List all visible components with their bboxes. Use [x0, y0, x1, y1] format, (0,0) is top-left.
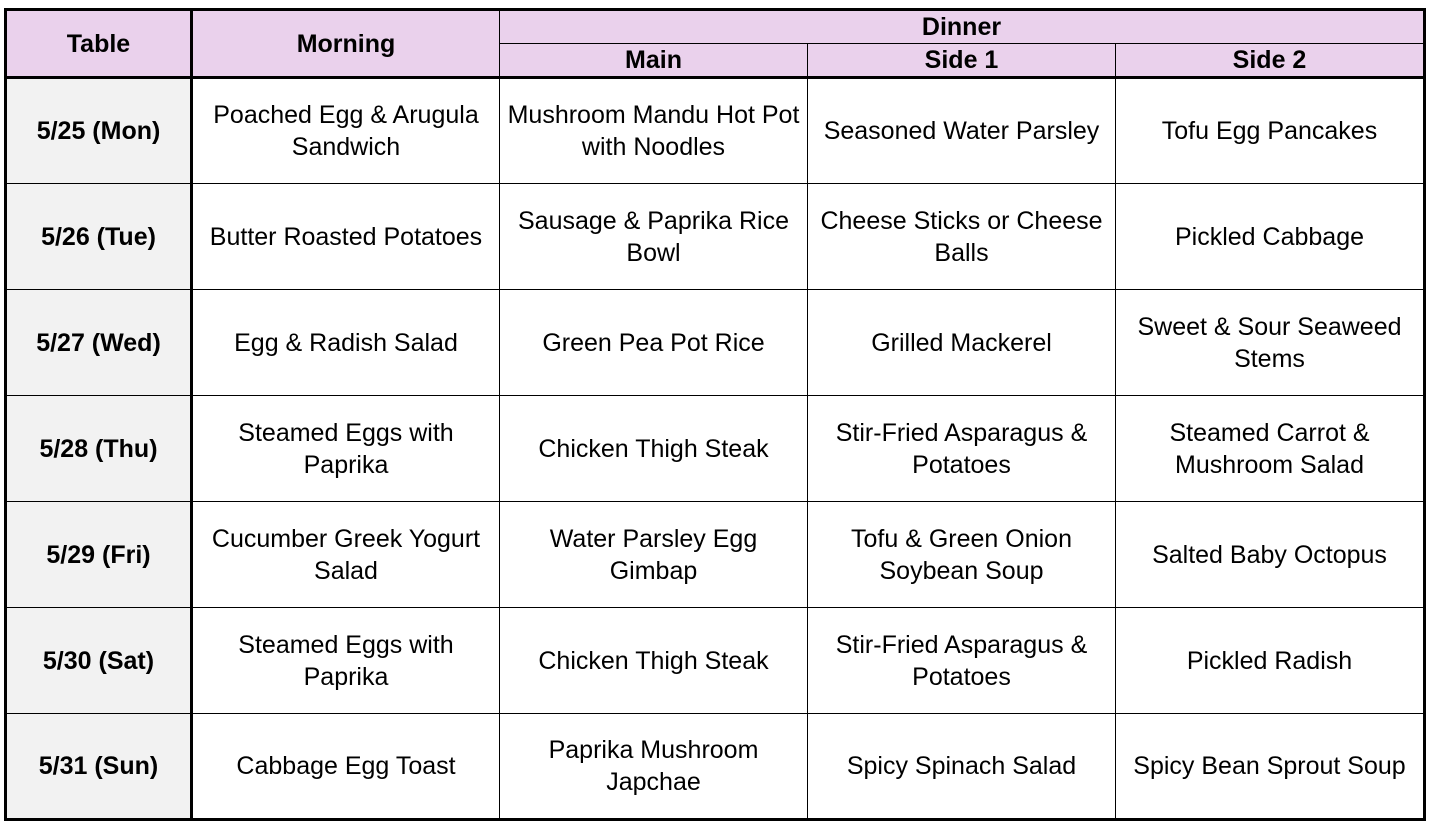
meal-plan-table — [4, 8, 1426, 821]
side2-cell: Pickled Radish — [1116, 608, 1425, 714]
side1-cell: Spicy Spinach Salad — [808, 714, 1116, 820]
header-dinner: Dinner — [500, 10, 1425, 44]
side2-cell: Tofu Egg Pancakes — [1116, 78, 1425, 184]
side2-cell: Spicy Bean Sprout Soup — [1116, 714, 1425, 820]
morning-cell: Cabbage Egg Toast — [192, 714, 500, 820]
side2-cell: Salted Baby Octopus — [1116, 502, 1425, 608]
side2-cell: Steamed Carrot & Mushroom Salad — [1116, 396, 1425, 502]
header-morning: Morning — [192, 10, 500, 78]
morning-cell: Steamed Eggs with Paprika — [192, 396, 500, 502]
table-body — [6, 78, 1425, 820]
date-cell: 5/29 (Fri) — [6, 502, 192, 608]
side2-cell: Sweet & Sour Seaweed Stems — [1116, 290, 1425, 396]
main-cell: Water Parsley Egg Gimbap — [500, 502, 808, 608]
morning-cell: Poached Egg & Arugula Sandwich — [192, 78, 500, 184]
side1-cell: Cheese Sticks or Cheese Balls — [808, 184, 1116, 290]
header-table: Table — [6, 10, 192, 78]
side1-cell: Stir-Fried Asparagus & Potatoes — [808, 396, 1116, 502]
morning-cell: Butter Roasted Potatoes — [192, 184, 500, 290]
morning-cell: Cucumber Greek Yogurt Salad — [192, 502, 500, 608]
header-row-top — [6, 10, 1425, 44]
date-cell: 5/28 (Thu) — [6, 396, 192, 502]
side1-cell: Stir-Fried Asparagus & Potatoes — [808, 608, 1116, 714]
date-cell: 5/30 (Sat) — [6, 608, 192, 714]
main-cell: Sausage & Paprika Rice Bowl — [500, 184, 808, 290]
header-side1: Side 1 — [808, 44, 1116, 78]
table-row — [6, 608, 1425, 714]
table-row — [6, 714, 1425, 820]
side1-cell: Seasoned Water Parsley — [808, 78, 1116, 184]
date-cell: 5/26 (Tue) — [6, 184, 192, 290]
table-row — [6, 290, 1425, 396]
side1-cell: Grilled Mackerel — [808, 290, 1116, 396]
header-main: Main — [500, 44, 808, 78]
main-cell: Chicken Thigh Steak — [500, 396, 808, 502]
header-side2: Side 2 — [1116, 44, 1425, 78]
morning-cell: Egg & Radish Salad — [192, 290, 500, 396]
main-cell: Mushroom Mandu Hot Pot with Noodles — [500, 78, 808, 184]
side2-cell: Pickled Cabbage — [1116, 184, 1425, 290]
table-row — [6, 184, 1425, 290]
main-cell: Chicken Thigh Steak — [500, 608, 808, 714]
date-cell: 5/27 (Wed) — [6, 290, 192, 396]
main-cell: Paprika Mushroom Japchae — [500, 714, 808, 820]
morning-cell: Steamed Eggs with Paprika — [192, 608, 500, 714]
table-row — [6, 78, 1425, 184]
date-cell: 5/31 (Sun) — [6, 714, 192, 820]
table-row — [6, 502, 1425, 608]
table-header — [6, 10, 1425, 78]
date-cell: 5/25 (Mon) — [6, 78, 192, 184]
main-cell: Green Pea Pot Rice — [500, 290, 808, 396]
side1-cell: Tofu & Green Onion Soybean Soup — [808, 502, 1116, 608]
table-row — [6, 396, 1425, 502]
